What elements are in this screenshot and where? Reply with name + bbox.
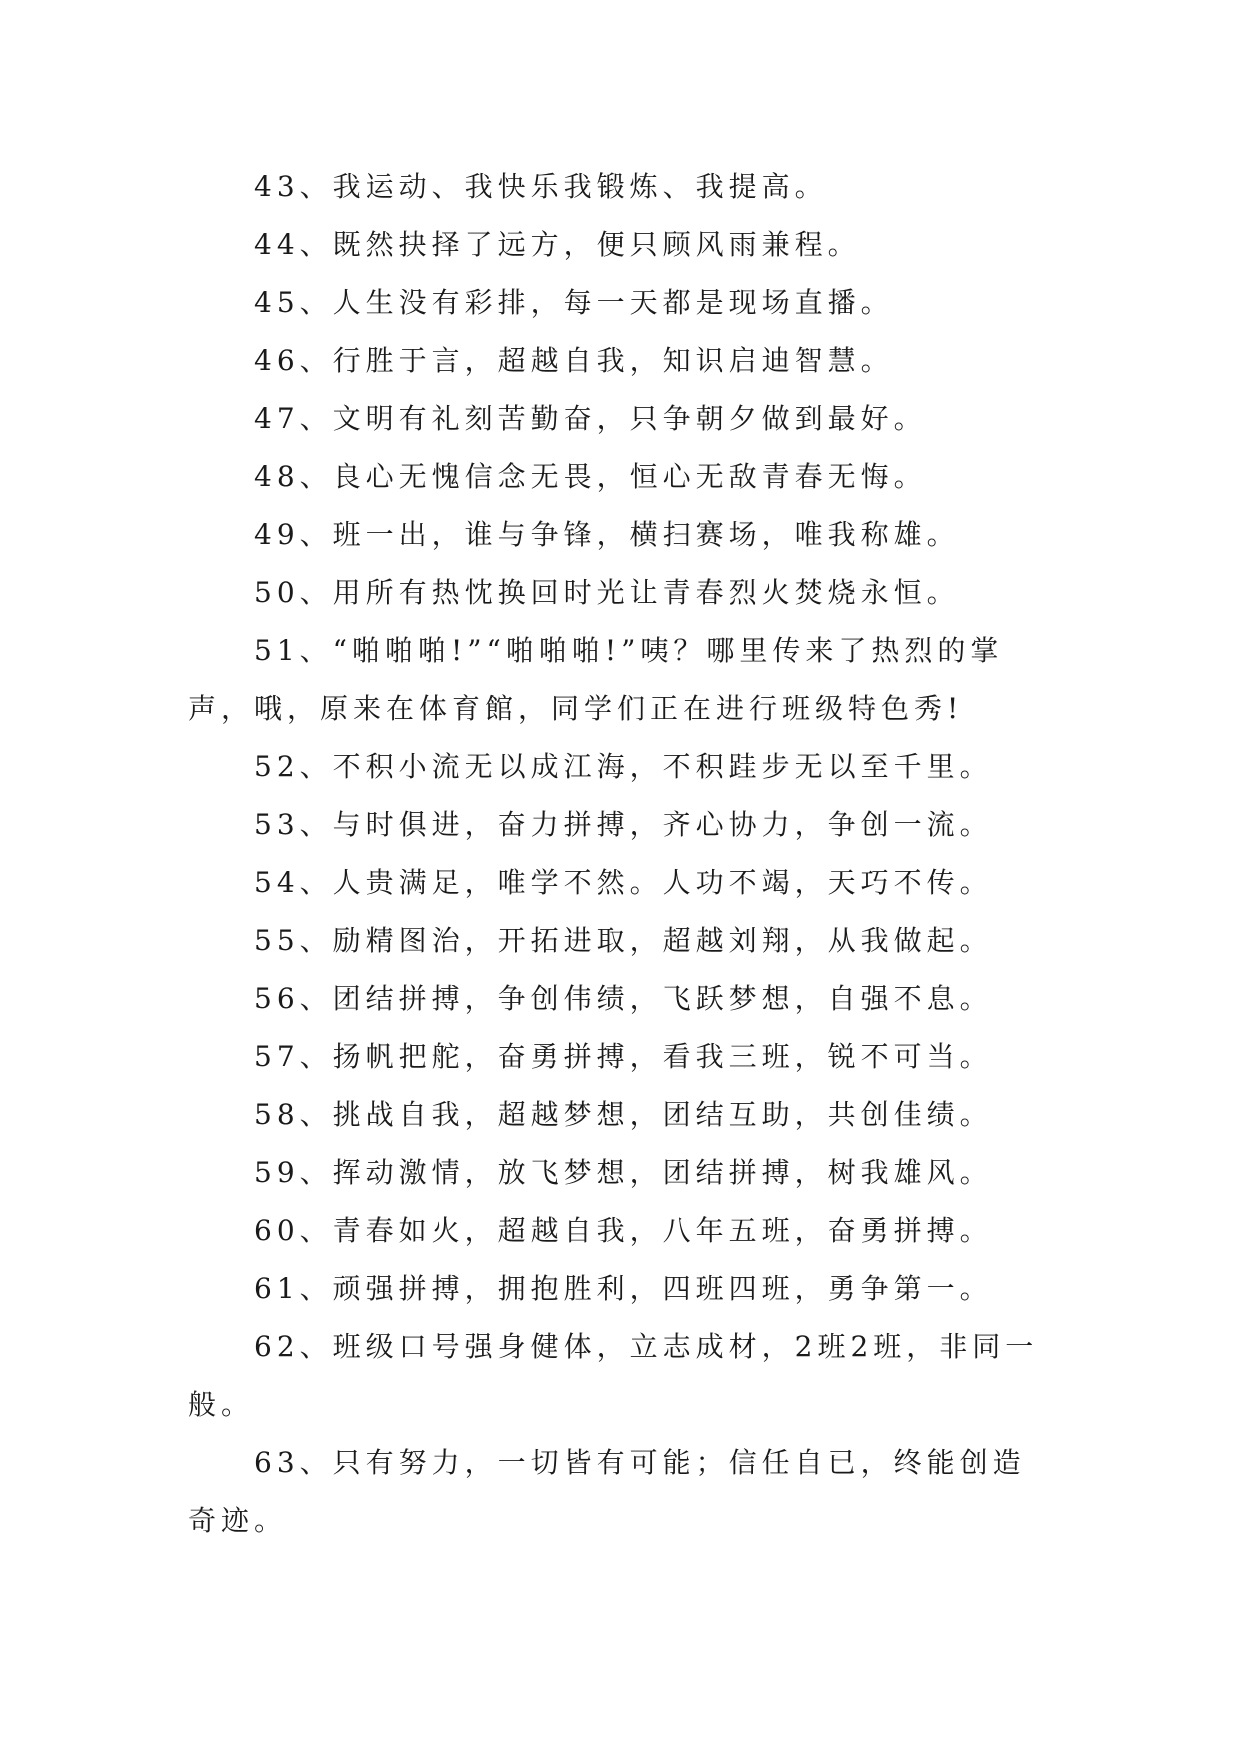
paragraph-48: 48、良心无愧信念无畏，恒心无敌青春无悔。 <box>254 460 927 493</box>
paragraph-44: 44、既然抉择了远方，便只顾风雨兼程。 <box>254 228 861 261</box>
paragraph-45: 45、人生没有彩排，每一天都是现场直播。 <box>254 286 894 319</box>
paragraph-49: 49、班一出，谁与争锋，横扫赛场，唯我称雄。 <box>254 518 960 551</box>
paragraph-43: 43、我运动、我快乐我锻炼、我提高。 <box>254 170 828 203</box>
paragraph-62: 62、班级口号强身健体，立志成材，2班2班，非同一般。 <box>188 1330 1039 1421</box>
paragraph-56: 56、团结拼搏，争创伟绩，飞跃梦想，自强不息。 <box>254 982 993 1015</box>
paragraph-47: 47、文明有礼刻苦勤奋，只争朝夕做到最好。 <box>254 402 927 435</box>
paragraph-54: 54、人贵满足，唯学不然。人功不竭，天巧不传。 <box>254 866 993 899</box>
paragraph-53: 53、与时俱进，奋力拼搏，齐心协力，争创一流。 <box>254 808 993 841</box>
document-body <box>188 158 1058 1550</box>
paragraph-55: 55、励精图治，开拓进取，超越刘翔，从我做起。 <box>254 924 993 957</box>
paragraph-63: 63、只有努力，一切皆有可能；信任自已，终能创造奇迹。 <box>188 1446 1026 1537</box>
paragraph-59: 59、挥动激情，放飞梦想，团结拼搏，树我雄风。 <box>254 1156 993 1189</box>
paragraph-51: 51、“啪啪啪!”“啪啪啪!”咦？哪里传来了热烈的掌声，哦，原来在体育館，同学们正在进行班级特色秀! <box>188 634 1004 725</box>
paragraph-57: 57、扬帆把舵，奋勇拼搏，看我三班，锐不可当。 <box>254 1040 993 1073</box>
paragraph-46: 46、行胜于言，超越自我，知识启迪智慧。 <box>254 344 894 377</box>
paragraph-52: 52、不积小流无以成江海，不积跬步无以至千里。 <box>254 750 993 783</box>
paragraph-58: 58、挑战自我，超越梦想，团结互助，共创佳绩。 <box>254 1098 993 1131</box>
paragraph-60: 60、青春如火，超越自我，八年五班，奋勇拼搏。 <box>254 1214 993 1247</box>
paragraph-50: 50、用所有热忱换回时光让青春烈火焚烧永恒。 <box>254 576 960 609</box>
paragraph-61: 61、顽强拼搏，拥抱胜利，四班四班，勇争第一。 <box>254 1272 993 1305</box>
